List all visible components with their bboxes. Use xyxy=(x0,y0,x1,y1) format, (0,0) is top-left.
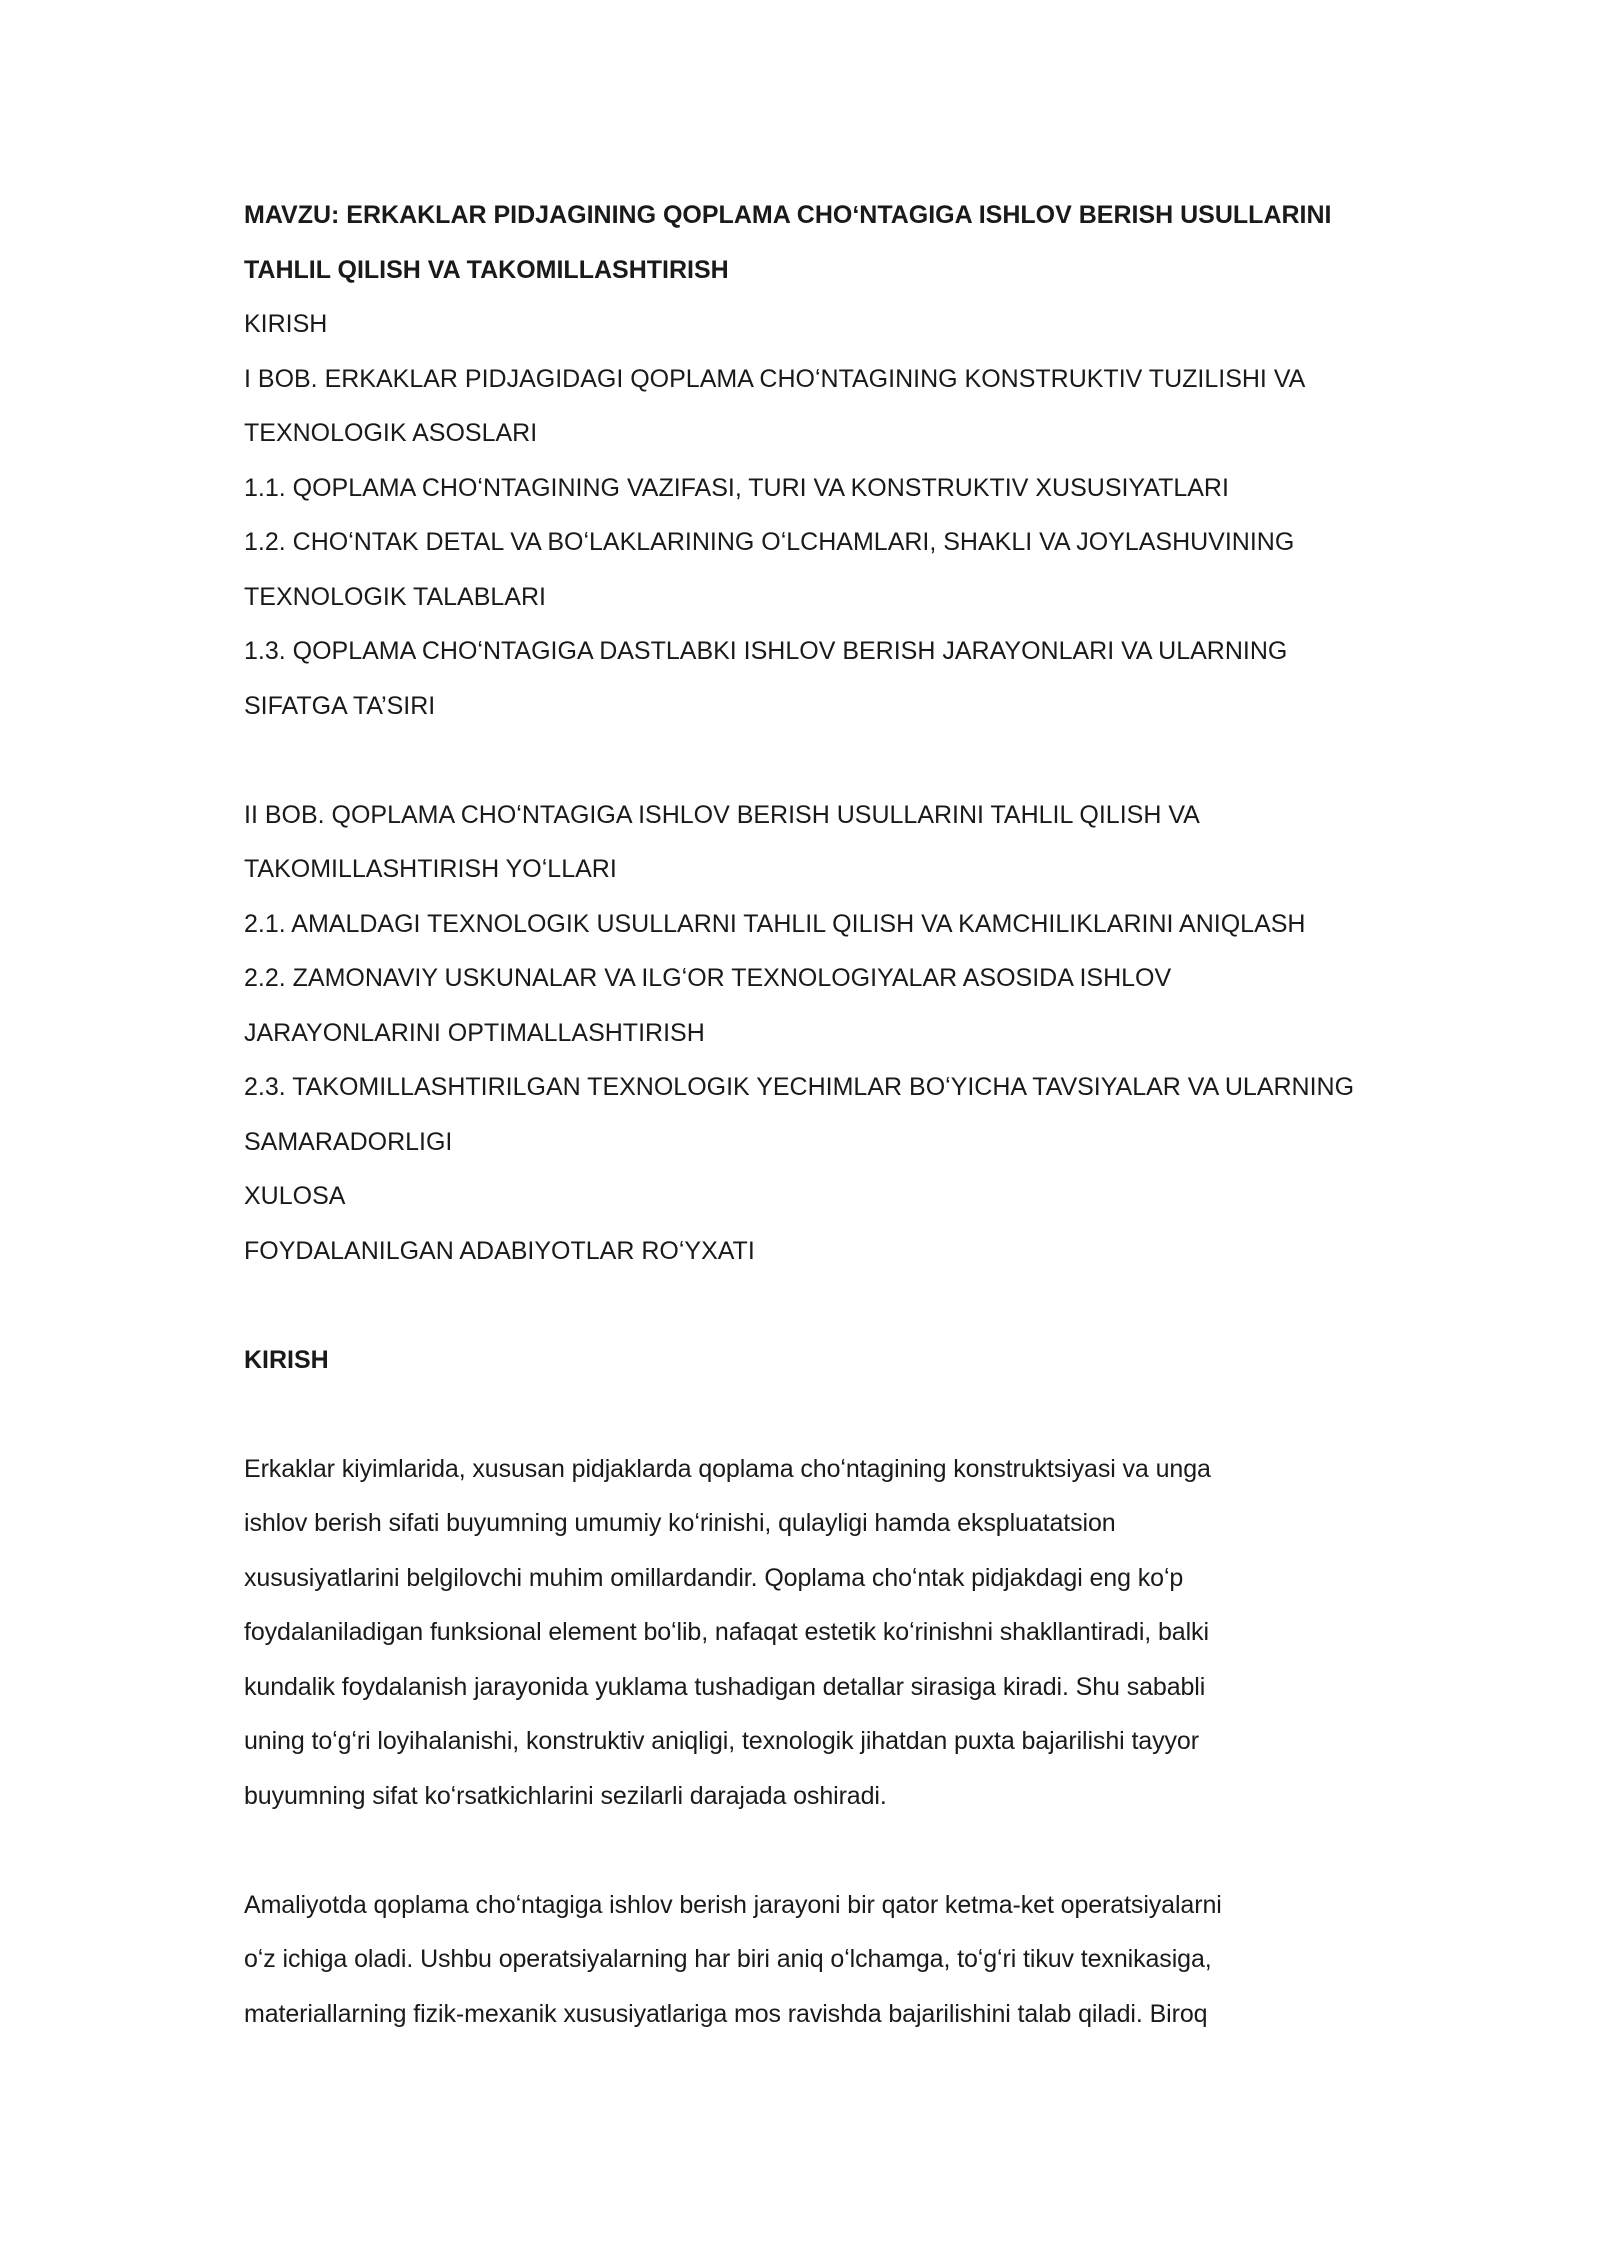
toc-section-2-1: 2.1. AMALDAGI TEXNOLOGIK USULLARNI TAHLIL QILISH VA KAMCHILIKLARINI ANIQLASH xyxy=(244,909,1306,938)
toc-intro: KIRISH xyxy=(244,310,328,338)
document-body xyxy=(244,188,1364,2041)
title-line: MAVZU: ERKAKLAR PIDJAGINING QOPLAMA CHOʻNTAGIGA ISHLOV BERISH USULLARINI xyxy=(244,201,1332,229)
paragraph-line: uning toʻgʻri loyihalanishi, konstruktiv aniqligi, texnologik jihatdan puxta bajarilishi tayyor xyxy=(244,1727,1199,1755)
toc-section-1-2: TEXNOLOGIK TALABLARI xyxy=(244,582,546,611)
paragraph-line: Erkaklar kiyimlarida, xususan pidjaklarda qoplama choʻntagining konstruktsiyasi va unga xyxy=(244,1454,1211,1483)
paragraph-line: materiallarning fizik-mexanik xususiyatlariga mos ravishda bajarilishini talab qiladi. Biroq xyxy=(244,1999,1208,2028)
toc-chapter1: TEXNOLOGIK ASOSLARI xyxy=(244,419,538,447)
toc-section-1-1: 1.1. QOPLAMA CHOʻNTAGINING VAZIFASI, TURI VA KONSTRUKTIV XUSUSIYATLARI xyxy=(244,473,1229,502)
toc-section-2-3: 2.3. TAKOMILLASHTIRILGAN TEXNOLOGIK YECHIMLAR BOʻYICHA TAVSIYALAR VA ULARNING xyxy=(244,1073,1355,1101)
paragraph-line: ishlov berish sifati buyumning umumiy koʻrinishi, qulayligi hamda ekspluatatsion xyxy=(244,1509,1116,1537)
toc-references: FOYDALANILGAN ADABIYOTLAR ROʻYXATI xyxy=(244,1236,755,1265)
toc-section-2-2: 2.2. ZAMONAVIY USKUNALAR VA ILGʻOR TEXNOLOGIYALAR ASOSIDA ISHLOV xyxy=(244,964,1172,992)
paragraph xyxy=(244,1878,1364,2042)
paragraph-line: foydalaniladigan funksional element boʻlib, nafaqat estetik koʻrinishni shakllantiradi, balki xyxy=(244,1618,1209,1646)
table-of-contents xyxy=(244,297,1364,1278)
paragraph-line: Amaliyotda qoplama choʻntagiga ishlov berish jarayoni bir qator ketma-ket operatsiyalarni xyxy=(244,1890,1222,1919)
toc-section-1-3: 1.3. QOPLAMA CHOʻNTAGIGA DASTLABKI ISHLOV BERISH JARAYONLARI VA ULARNING xyxy=(244,637,1288,665)
paragraph-line: xususiyatlarini belgilovchi muhim omillardandir. Qoplama choʻntak pidjakdagi eng koʻp xyxy=(244,1563,1184,1592)
toc-chapter2: TAKOMILLASHTIRISH YOʻLLARI xyxy=(244,855,617,883)
toc-section-2-2: JARAYONLARINI OPTIMALLASHTIRISH xyxy=(244,1018,705,1047)
paragraph-line: oʻz ichiga oladi. Ushbu operatsiyalarning har biri aniq oʻlchamga, toʻgʻri tikuv texnikasiga, xyxy=(244,1945,1212,1973)
paragraph xyxy=(244,1442,1364,1824)
toc-section-1-2: 1.2. CHOʻNTAK DETAL VA BOʻLAKLARINING OʻLCHAMLARI, SHAKLI VA JOYLASHUVINING xyxy=(244,528,1295,556)
toc-section-2-3: SAMARADORLIGI xyxy=(244,1127,453,1156)
toc-section-1-3: SIFATGA TA’SIRI xyxy=(244,691,436,720)
spacer xyxy=(244,733,1364,788)
document-title xyxy=(244,188,1364,297)
title-line: TAHLIL QILISH VA TAKOMILLASHTIRISH xyxy=(244,255,729,284)
toc-chapter2: II BOB. QOPLAMA CHOʻNTAGIGA ISHLOV BERISH USULLARINI TAHLIL QILISH VA xyxy=(244,800,1200,829)
toc-chapter1: I BOB. ERKAKLAR PIDJAGIDAGI QOPLAMA CHOʻNTAGINING KONSTRUKTIV TUZILISHI VA xyxy=(244,364,1306,393)
spacer xyxy=(244,1823,1364,1878)
paragraph-line: kundalik foydalanish jarayonida yuklama tushadigan detallar sirasiga kiradi. Shu sababli xyxy=(244,1672,1206,1701)
spacer xyxy=(244,1387,1364,1442)
spacer xyxy=(244,1278,1364,1333)
paragraph-line: buyumning sifat koʻrsatkichlarini sezilarli darajada oshiradi. xyxy=(244,1781,887,1810)
section-heading: KIRISH xyxy=(244,1345,329,1374)
toc-conclusion: XULOSA xyxy=(244,1182,346,1210)
